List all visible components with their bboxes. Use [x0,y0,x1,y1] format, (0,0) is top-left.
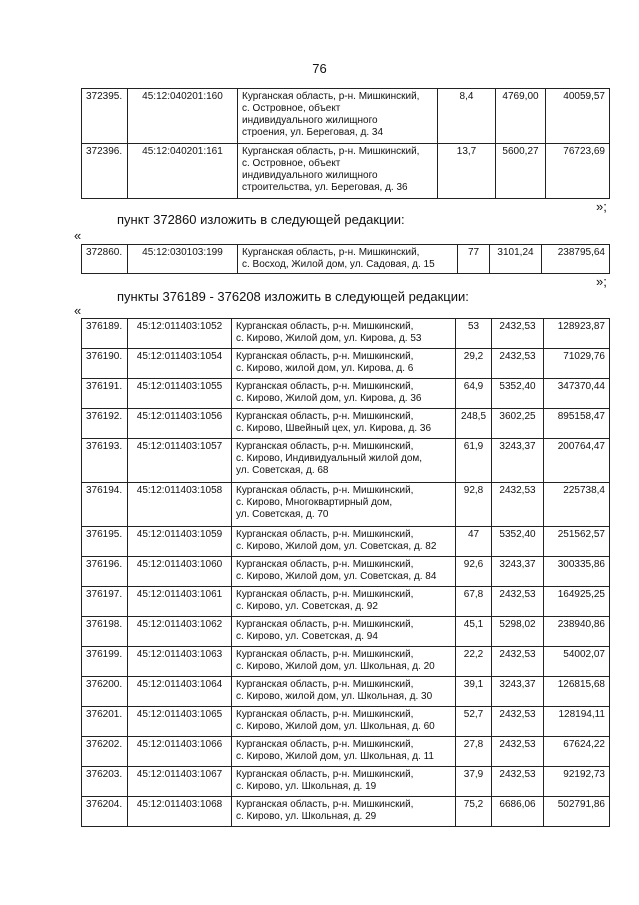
address-line: Курганская область, р-н. Мишкинский, [236,739,414,750]
table-row [82,617,610,647]
address-cell [232,737,456,767]
rate-cell: 2432,53 [492,737,544,767]
address-line: Курганская область, р-н. Мишкинский, [236,351,414,362]
row-number-cell: 376194. [82,483,128,527]
address-cell [232,439,456,483]
row-number-cell: 376199. [82,647,128,677]
address-line: с. Кирово, Жилой дом, ул. Кирова, д. 53 [236,333,422,344]
address-line: Курганская область, р-н. Мишкинский, [236,321,414,332]
value-cell: 347370,44 [544,379,610,409]
cadastral-number-cell: 45:12:011403:1067 [128,767,232,797]
value-cell: 238940,86 [544,617,610,647]
row-number-cell: 376192. [82,409,128,439]
cadastral-number-cell: 45:12:011403:1063 [128,647,232,677]
address-line: Курганская область, р-н. Мишкинский, [236,485,414,496]
address-line: с. Кирово, жилой дом, ул. Школьная, д. 30 [236,691,433,702]
address-cell [232,527,456,557]
rate-cell: 3243,37 [492,677,544,707]
table-row [82,587,610,617]
table-row [82,707,610,737]
rate-cell: 5298,02 [492,617,544,647]
value-cell: 238795,64 [542,245,610,274]
area-cell: 47 [456,527,492,557]
address-cell [238,144,438,199]
cadastral-number-cell: 45:12:030103:199 [128,245,238,274]
table-row [82,245,610,274]
address-line: с. Кирово, Жилой дом, ул. Школьная, д. 11 [236,751,434,762]
rate-cell: 2432,53 [492,767,544,797]
address-line: с. Кирово, Жилой дом, ул. Советская, д. 82 [236,541,437,552]
row-number-cell: 376201. [82,707,128,737]
area-cell: 77 [458,245,490,274]
cadastral-number-cell: 45:12:011403:1055 [128,379,232,409]
table-row [82,409,610,439]
cadastral-number-cell: 45:12:011403:1060 [128,557,232,587]
rate-cell: 2432,53 [492,483,544,527]
address-line: Курганская область, р-н. Мишкинский, [236,619,414,630]
address-line: Курганская область, р-н. Мишкинский, [236,709,414,720]
table-row [82,527,610,557]
row-number-cell: 376196. [82,557,128,587]
address-line: с. Восход, Жилой дом, ул. Садовая, д. 15 [242,259,435,270]
cadastral-number-cell: 45:12:011403:1056 [128,409,232,439]
address-cell [232,677,456,707]
row-number-cell: 376190. [82,349,128,379]
address-line: с. Островное, объект [242,103,341,114]
address-line: Курганская область, р-н. Мишкинский, [236,559,414,570]
rate-cell: 5352,40 [492,379,544,409]
address-line: Курганская область, р-н. Мишкинский, [242,91,420,102]
address-line: Курганская область, р-н. Мишкинский, [236,589,414,600]
area-cell: 75,2 [456,797,492,827]
address-line: индивидуального жилищного [242,115,378,126]
address-line: Курганская область, р-н. Мишкинский, [242,146,420,157]
area-cell: 13,7 [438,144,496,199]
row-number-cell: 376202. [82,737,128,767]
area-cell: 92,6 [456,557,492,587]
table-row [82,737,610,767]
rate-cell: 2432,53 [492,349,544,379]
area-cell: 248,5 [456,409,492,439]
value-cell: 92192,73 [544,767,610,797]
address-cell [232,797,456,827]
rate-cell: 3243,37 [492,557,544,587]
cadastral-number-cell: 45:12:011403:1057 [128,439,232,483]
address-cell [232,483,456,527]
rate-cell: 2432,53 [492,707,544,737]
address-cell [238,89,438,144]
table-row [82,767,610,797]
rate-cell: 3602,25 [492,409,544,439]
value-cell: 54002,07 [544,647,610,677]
address-line: с. Кирово, Многоквартирный дом, [236,497,393,508]
value-cell: 67624,22 [544,737,610,767]
cadastral-number-cell: 45:12:011403:1068 [128,797,232,827]
rate-cell: 3101,24 [490,245,542,274]
address-cell [232,409,456,439]
row-number-cell: 376193. [82,439,128,483]
address-cell [232,767,456,797]
area-cell: 67,8 [456,587,492,617]
address-line: с. Кирово, ул. Советская, д. 94 [236,631,378,642]
table-row [82,677,610,707]
address-line: индивидуального жилищного [242,170,378,181]
cadastral-number-cell: 45:12:011403:1054 [128,349,232,379]
address-line: с. Кирово, Индивидуальный жилой дом, [236,453,423,464]
address-line: строительства, ул. Береговая, д. 36 [242,182,408,193]
row-number-cell: 372396. [82,144,128,199]
address-cell [232,349,456,379]
table-row [82,647,610,677]
table-row [82,557,610,587]
registry-table-2 [81,244,610,274]
amendment-paragraph: пункт 372860 изложить в следующей редакции: [117,212,405,227]
value-cell: 128194,11 [544,707,610,737]
address-line: Курганская область, р-н. Мишкинский, [236,649,414,660]
address-line: Курганская область, р-н. Мишкинский, [236,769,414,780]
value-cell: 40059,57 [546,89,610,144]
closing-quote: »; [596,274,607,289]
address-line: с. Кирово, Швейный цех, ул. Кирова, д. 36 [236,423,432,434]
address-line: с. Островное, объект [242,158,341,169]
address-line: ул. Советская, д. 68 [236,465,329,476]
row-number-cell: 376189. [82,319,128,349]
address-line: Курганская область, р-н. Мишкинский, [236,679,414,690]
cadastral-number-cell: 45:12:040201:160 [128,89,238,144]
value-cell: 200764,47 [544,439,610,483]
cadastral-number-cell: 45:12:011403:1062 [128,617,232,647]
cadastral-number-cell: 45:12:011403:1052 [128,319,232,349]
area-cell: 37,9 [456,767,492,797]
address-line: с. Кирово, Жилой дом, ул. Школьная, д. 60 [236,721,435,732]
rate-cell: 6686,06 [492,797,544,827]
area-cell: 29,2 [456,349,492,379]
rate-cell: 5600,27 [496,144,546,199]
address-cell [232,647,456,677]
value-cell: 300335,86 [544,557,610,587]
registry-table-3 [81,318,610,827]
rate-cell: 2432,53 [492,587,544,617]
value-cell: 251562,57 [544,527,610,557]
area-cell: 52,7 [456,707,492,737]
area-cell: 53 [456,319,492,349]
table-row [82,349,610,379]
address-line: Курганская область, р-н. Мишкинский, [236,411,414,422]
row-number-cell: 372860. [82,245,128,274]
row-number-cell: 376200. [82,677,128,707]
table-row [82,379,610,409]
address-line: с. Кирово, Жилой дом, ул. Советская, д. 84 [236,571,437,582]
address-line: Курганская область, р-н. Мишкинский, [236,441,414,452]
address-cell [232,379,456,409]
area-cell: 39,1 [456,677,492,707]
cadastral-number-cell: 45:12:011403:1065 [128,707,232,737]
value-cell: 126815,68 [544,677,610,707]
address-line: Курганская область, р-н. Мишкинский, [236,529,414,540]
row-number-cell: 376198. [82,617,128,647]
value-cell: 128923,87 [544,319,610,349]
cadastral-number-cell: 45:12:011403:1061 [128,587,232,617]
address-line: Курганская область, р-н. Мишкинский, [242,247,420,258]
area-cell: 61,9 [456,439,492,483]
rate-cell: 2432,53 [492,647,544,677]
table-row [82,483,610,527]
address-line: с. Кирово, жилой дом, ул. Кирова, д. 6 [236,363,414,374]
row-number-cell: 376191. [82,379,128,409]
area-cell: 8,4 [438,89,496,144]
area-cell: 22,2 [456,647,492,677]
row-number-cell: 376197. [82,587,128,617]
area-cell: 92,8 [456,483,492,527]
area-cell: 64,9 [456,379,492,409]
cadastral-number-cell: 45:12:011403:1058 [128,483,232,527]
rate-cell: 4769,00 [496,89,546,144]
amendment-paragraph: пункты 376189 - 376208 изложить в следующей редакции: [117,289,469,304]
cadastral-number-cell: 45:12:011403:1059 [128,527,232,557]
address-cell [232,707,456,737]
value-cell: 164925,25 [544,587,610,617]
opening-quote: « [74,303,82,318]
area-cell: 45,1 [456,617,492,647]
value-cell: 895158,47 [544,409,610,439]
row-number-cell: 376203. [82,767,128,797]
registry-table-1 [81,88,610,199]
area-cell: 27,8 [456,737,492,767]
value-cell: 71029,76 [544,349,610,379]
rate-cell: 3243,37 [492,439,544,483]
address-cell [232,557,456,587]
row-number-cell: 376195. [82,527,128,557]
address-line: Курганская область, р-н. Мишкинский, [236,381,414,392]
address-line: ул. Советская, д. 70 [236,509,329,520]
closing-quote: »; [596,199,607,214]
address-line: с. Кирово, ул. Советская, д. 92 [236,601,378,612]
address-cell [232,587,456,617]
address-line: с. Кирово, Жилой дом, ул. Школьная, д. 20 [236,661,435,672]
table-row [82,319,610,349]
cadastral-number-cell: 45:12:011403:1064 [128,677,232,707]
value-cell: 76723,69 [546,144,610,199]
rate-cell: 2432,53 [492,319,544,349]
address-cell [238,245,458,274]
address-line: строения, ул. Береговая, д. 34 [242,127,384,138]
address-line: с. Кирово, ул. Школьная, д. 29 [236,811,377,822]
address-line: с. Кирово, ул. Школьная, д. 19 [236,781,377,792]
address-line: с. Кирово, Жилой дом, ул. Кирова, д. 36 [236,393,422,404]
page-number: 76 [312,61,327,76]
rate-cell: 5352,40 [492,527,544,557]
address-line: Курганская область, р-н. Мишкинский, [236,799,414,810]
table-row [82,89,610,144]
opening-quote: « [74,228,82,243]
table-row [82,439,610,483]
address-cell [232,319,456,349]
cadastral-number-cell: 45:12:040201:161 [128,144,238,199]
table-row [82,797,610,827]
table-row [82,144,610,199]
cadastral-number-cell: 45:12:011403:1066 [128,737,232,767]
value-cell: 225738,4 [544,483,610,527]
address-cell [232,617,456,647]
value-cell: 502791,86 [544,797,610,827]
row-number-cell: 376204. [82,797,128,827]
row-number-cell: 372395. [82,89,128,144]
